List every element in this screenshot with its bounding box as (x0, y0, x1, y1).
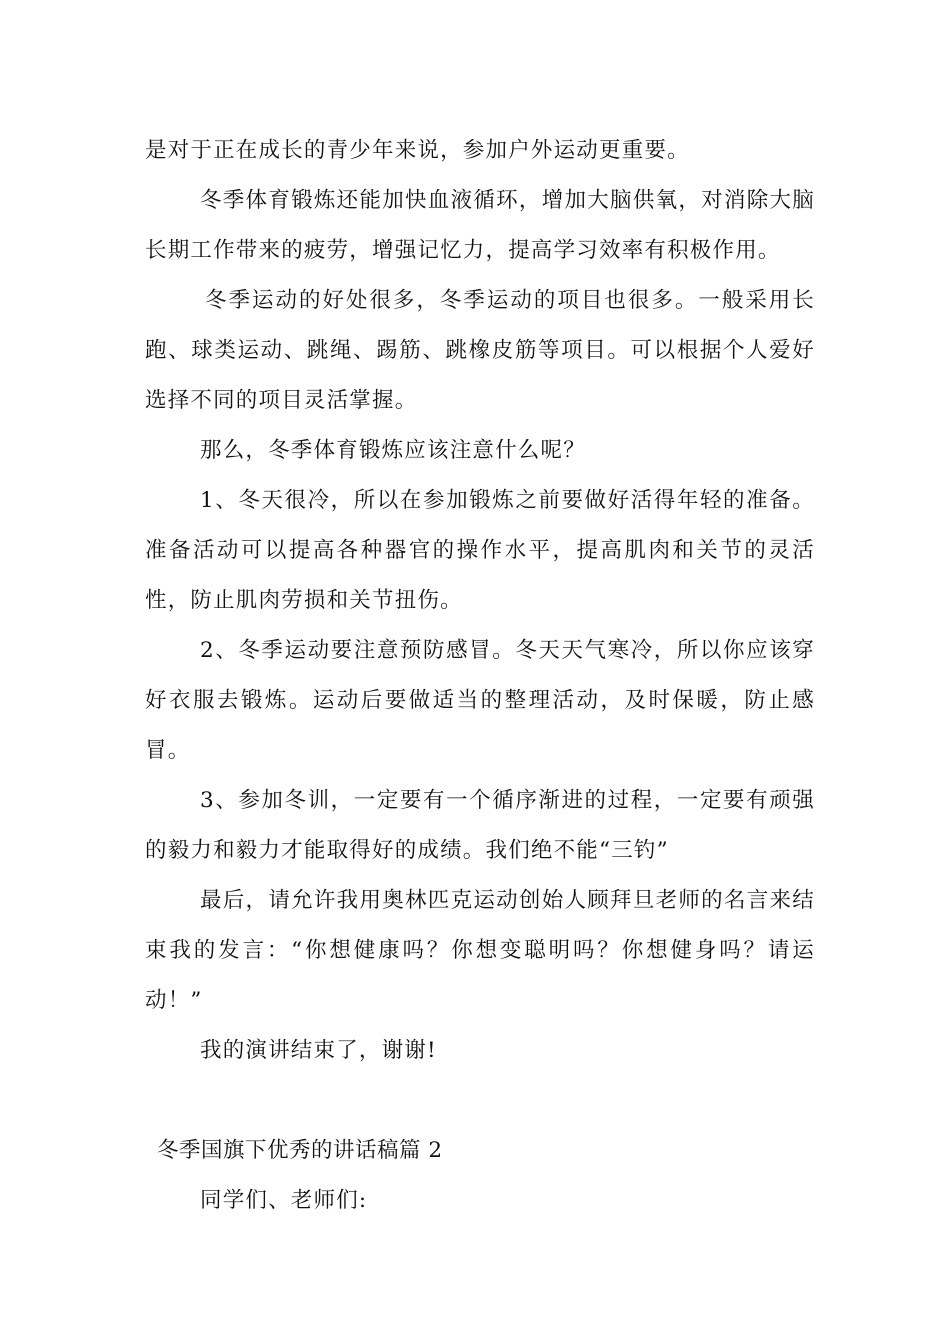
paragraph-line: 冒。 (145, 738, 191, 763)
paragraph-line: 3、参加冬训，一定要有一个循序渐进的过程，一定要有顽强 (200, 788, 815, 813)
salutation-line: 同学们、老师们: (200, 1188, 368, 1213)
section-heading: 冬季国旗下优秀的讲话稿篇 2 (157, 1138, 443, 1163)
paragraph-line: 准备活动可以提高各种器官的操作水平，提高肌肉和关节的灵活 (145, 538, 815, 563)
paragraph-line: 我的演讲结束了，谢谢! (200, 1038, 437, 1063)
paragraph-line: 性，防止肌肉劳损和关节扭伤。 (145, 588, 463, 613)
paragraph-line: 那么，冬季体育锻炼应该注意什么呢？ (200, 438, 586, 463)
paragraph-line: 2、冬季运动要注意预防感冒。冬天天气寒冷，所以你应该穿 (200, 638, 815, 663)
paragraph-line: 长期工作带来的疲劳，增强记忆力，提高学习效率有积极作用。 (145, 238, 781, 263)
paragraph-line: 是对于正在成长的青少年来说，参加户外运动更重要。 (145, 138, 690, 163)
paragraph-line: 好衣服去锻炼。运动后要做适当的整理活动，及时保暖，防止感 (145, 688, 815, 713)
paragraph-line: 选择不同的项目灵活掌握。 (145, 388, 418, 413)
paragraph-line: 动！” (145, 988, 203, 1013)
paragraph-line: 的毅力和毅力才能取得好的成绩。我们绝不能“三钓” (145, 838, 669, 863)
paragraph-line: 最后，请允许我用奥林匹克运动创始人顾拜旦老师的名言来结 (200, 888, 815, 913)
paragraph-line: 跑、球类运动、跳绳、踢筋、跳橡皮筋等项目。可以根据个人爱好 (145, 338, 815, 363)
paragraph-line: 1、冬天很冷，所以在参加锻炼之前要做好活得年轻的准备。 (200, 488, 815, 513)
paragraph-line: 束我的发言：“你想健康吗？你想变聪明吗？你想健身吗？请运 (145, 938, 815, 963)
paragraph-line: 冬季运动的好处很多，冬季运动的项目也很多。一般采用长 (205, 288, 815, 313)
paragraph-line: 冬季体育锻炼还能加快血液循环，增加大脑供氧，对消除大脑 (200, 188, 815, 213)
